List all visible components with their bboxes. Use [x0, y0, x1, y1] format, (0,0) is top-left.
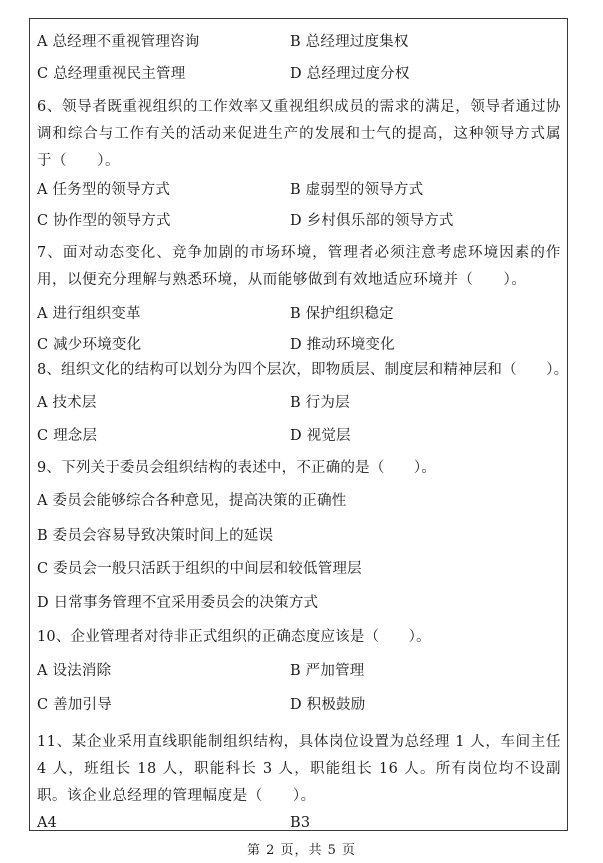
q9-option-b: B 委员会容易导致决策时间上的延误 — [37, 528, 274, 544]
question-10-text: 10、企业管理者对待非正式组织的正确态度应该是（ ）。 — [37, 629, 431, 645]
question-9-text: 9、下列关于委员会组织结构的表述中，不正确的是（ ）。 — [37, 460, 437, 476]
q9-option-d: D 日常事务管理不宜采用委员会的决策方式 — [37, 595, 319, 611]
q5-option-c: C 总经理重视民主管理 — [37, 66, 186, 82]
q6-option-b: B 虚弱型的领导方式 — [290, 182, 424, 198]
question-7-text: 7、面对动态变化、竞争加剧的市场环境，管理者必须注意考虑环境因素的作用，以便充分理解与熟悉环境，从而能够做到有效地适应环境并（ ）。 — [37, 245, 561, 288]
q5-option-a: A 总经理不重视管理咨询 — [37, 34, 200, 50]
q11-option-a: A4 — [37, 815, 58, 831]
q6-option-d: D 乡村俱乐部的领导方式 — [290, 213, 454, 229]
question-6-text: 6、领导者既重视组织的工作效率又重视组织成员的需求的满足，领导者通过协调和综合与工作有关的活动来促进生产的发展和士气的提高，这种领导方式属于（ ）。 — [37, 99, 561, 169]
page-number-footer: 第 2 页，共 5 页 — [246, 843, 357, 858]
q10-option-d: D 积极鼓励 — [290, 697, 366, 713]
q9-option-a: A 委员会能够综合各种意见，提高决策的正确性 — [37, 493, 347, 509]
q9-option-c: C 委员会一般只活跃于组织的中间层和较低管理层 — [37, 561, 362, 577]
q7-option-a: A 进行组织变革 — [37, 306, 141, 322]
q10-option-b: B 严加管理 — [290, 663, 365, 679]
q10-option-a: A 设法消除 — [37, 663, 112, 679]
q11-option-b: B3 — [290, 815, 311, 831]
q8-option-a: A 技术层 — [37, 395, 97, 411]
q8-option-d: D 视觉层 — [290, 428, 351, 444]
q7-option-d: D 推动环境变化 — [290, 337, 395, 353]
question-8-text: 8、组织文化的结构可以划分为四个层次，即物质层、制度层和精神层和（ ）。 — [37, 362, 569, 378]
q5-option-b: B 总经理过度集权 — [290, 34, 409, 50]
q6-option-a: A 任务型的领导方式 — [37, 182, 171, 198]
question-11-text: 11、某企业采用直线职能制组织结构，具体岗位设置为总经理 1 人，车间主任 4 人，班组长 18 人，职能科长 3 人，职能组长 16 人。所有岗位均不设副职。该企业总经理的管理幅度是（ ）。 — [37, 734, 561, 804]
q7-option-b: B 保护组织稳定 — [290, 306, 394, 322]
q5-option-d: D 总经理过度分权 — [290, 66, 410, 82]
q6-option-c: C 协作型的领导方式 — [37, 213, 171, 229]
q7-option-c: C 减少环境变化 — [37, 337, 142, 353]
q10-option-c: C 善加引导 — [37, 697, 112, 713]
q8-option-c: C 理念层 — [37, 428, 98, 444]
q8-option-b: B 行为层 — [290, 395, 350, 411]
